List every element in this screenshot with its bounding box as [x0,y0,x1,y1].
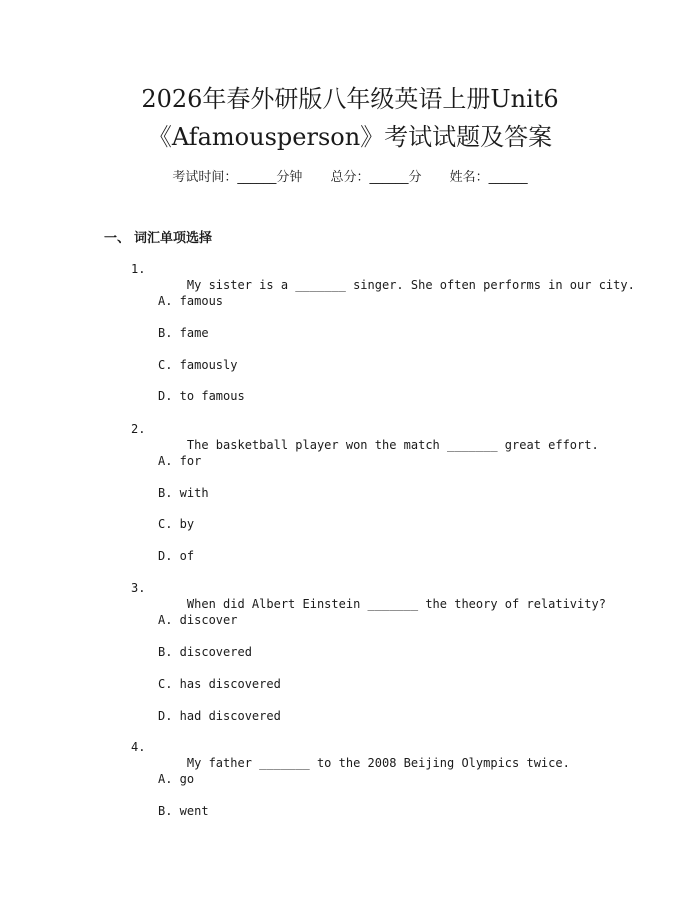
q1-option-c: C. famously [158,358,238,372]
section-heading [104,230,212,248]
question-number: 3. [131,581,146,595]
question-text: My sister is a _______ singer. She often performs in our city. [186,278,635,292]
q3-option-a: A. discover [158,613,238,627]
section-title: 词汇单项选择 [134,231,213,246]
question-text: The basketball player won the match _______ great effort. [186,438,599,452]
question-2 [131,421,599,469]
q1-option-d: D. to famous [158,389,245,403]
q3-option-b: B. discovered [158,645,252,659]
question-number: 4. [131,740,146,754]
q1-option-a: A. famous [158,294,224,308]
q4-option-a: A. go [158,772,195,786]
page-title-line1: 2026年春外研版八年级英语上册Unit6 [141,85,559,113]
question-4 [131,739,570,787]
question-number: 2. [131,422,146,436]
q2-option-d: D. of [158,549,195,563]
question-text: My father _______ to the 2008 Beijing Olympics twice. [186,756,570,770]
exam-meta [0,169,700,187]
q3-option-c: C. has discovered [158,677,281,691]
q1-option-b: B. fame [158,326,209,340]
q2-option-a: A. for [158,454,202,468]
student-name-field: 姓名：______ [449,170,528,185]
q4-option-b: B. went [158,804,209,818]
question-text: When did Albert Einstein _______ the theory of relativity? [186,597,606,611]
q2-option-b: B. with [158,486,209,500]
total-score-field: 总分：______分 [330,170,422,185]
section-number: 一、 [104,231,131,246]
page-title-line2: 《Afamousperson》考试试题及答案 [147,123,553,151]
q3-option-d: D. had discovered [158,709,281,723]
q2-option-c: C. by [158,517,195,531]
question-1 [131,261,635,309]
exam-time-field: 考试时间：______分钟 [172,170,303,185]
question-number: 1. [131,262,146,276]
